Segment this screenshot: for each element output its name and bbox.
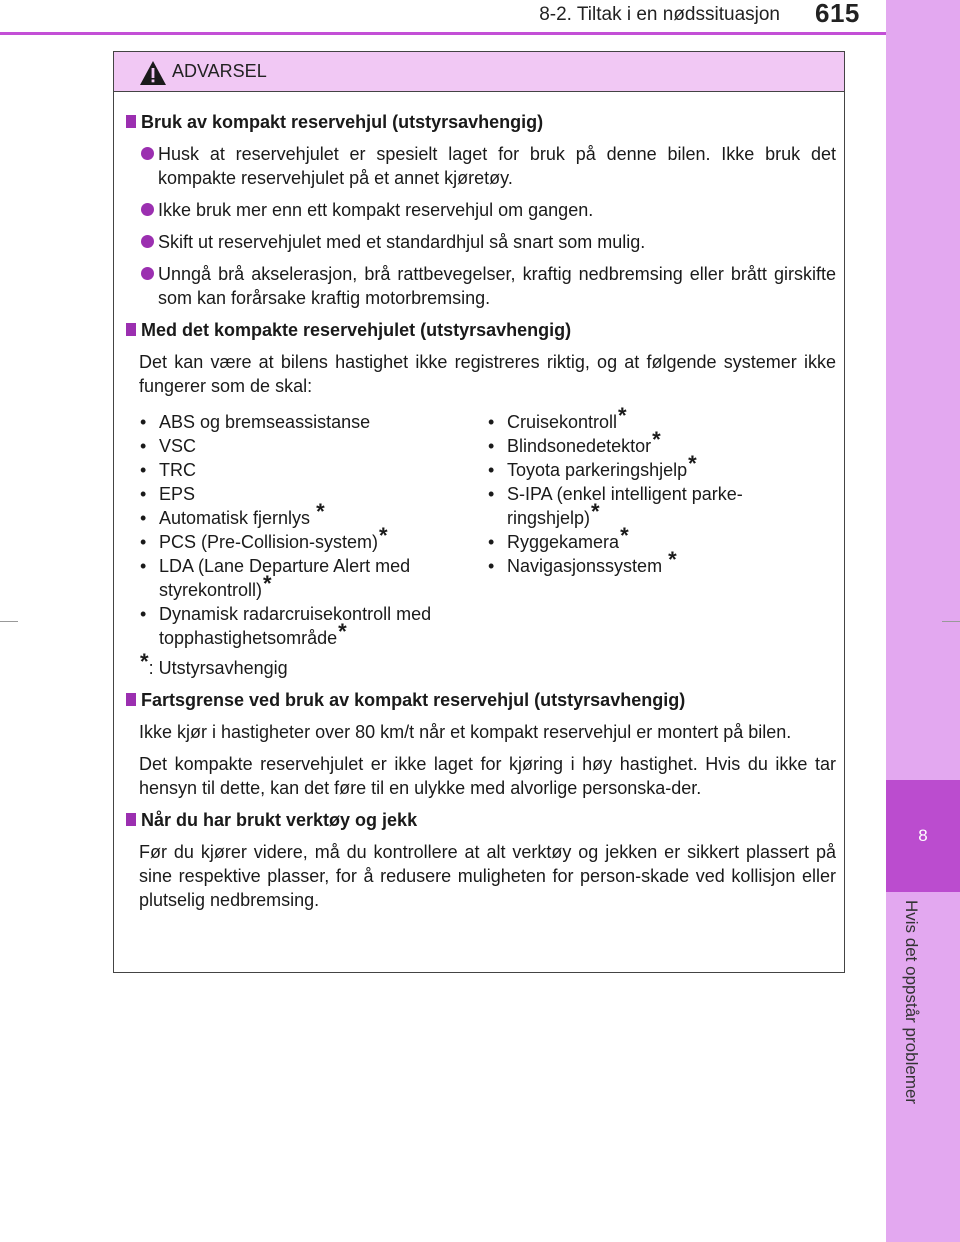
square-bullet-icon bbox=[126, 693, 136, 706]
list-item: • Blindsonedetektor* bbox=[488, 427, 661, 456]
list-item: • ABS og bremseassistanse bbox=[140, 412, 371, 432]
section-heading: Med det kompakte reservehjulet (utstyrsavhengig) bbox=[128, 318, 836, 342]
round-bullet-icon bbox=[141, 203, 154, 216]
list-item: Skift ut reservehjulet med et standardhjul så snart som mulig. bbox=[128, 230, 836, 254]
section-heading: Bruk av kompakt reservehjul (utstyrsavhengig) bbox=[128, 110, 836, 134]
list-item: • Dynamisk radarcruisekontroll med topphastighetsområde* bbox=[140, 604, 432, 648]
round-bullet-icon bbox=[141, 235, 154, 248]
list-item: • Navigasjonssystem * bbox=[488, 547, 677, 576]
paragraph: Det kompakte reservehjulet er ikke laget for kjøring i høy hastighet. Hvis du ikke tar hensyn til dette, kan det føre til en ulykke med alvorlige personska-der. bbox=[139, 754, 836, 798]
chapter-number-tab: 8 bbox=[886, 780, 960, 892]
warning-triangle-icon bbox=[139, 60, 167, 86]
list-item: • EPS bbox=[140, 484, 196, 504]
list-item: • TRC bbox=[140, 460, 196, 480]
crop-mark-left bbox=[0, 621, 18, 622]
paragraph: Før du kjører videre, må du kontrollere at alt verktøy og jekken er sikkert plassert på sine respektive plasser, for å redusere muligheten for person-skade ved kollisjon eller plutselig nedbremsing. bbox=[139, 842, 836, 910]
systems-list-right bbox=[488, 403, 828, 578]
list-item: • LDA (Lane Departure Alert med styrekontroll)* bbox=[140, 556, 411, 600]
list-item: Ikke bruk mer enn ett kompakt reservehjul om gangen. bbox=[128, 198, 836, 222]
warning-content bbox=[128, 110, 836, 920]
list-item: Husk at reservehjulet er spesielt laget for bruk på denne bilen. Ikke bruk det kompakte reservehjulet på et annet kjøretøy. bbox=[128, 142, 836, 190]
footnote: *: Utstyrsavhengig bbox=[140, 649, 288, 678]
list-item: • PCS (Pre-Collision-system)* bbox=[140, 523, 388, 552]
square-bullet-icon bbox=[126, 323, 136, 336]
paragraph: Det kan være at bilens hastighet ikke registreres riktig, og at følgende systemer ikke fungerer som de skal: bbox=[139, 352, 836, 396]
section-heading: Fartsgrense ved bruk av kompakt reservehjul (utstyrsavhengig) bbox=[128, 688, 836, 712]
list-item: Unngå brå akselerasjon, brå rattbevegelser, kraftig nedbremsing eller brått girskifte som kan forårsake kraftig motorbremsing. bbox=[128, 262, 836, 310]
list-item: • Ryggekamera* bbox=[488, 523, 629, 552]
systems-list-left bbox=[140, 410, 470, 650]
list-item: • S-IPA (enkel intelligent parke-ringshjelp)* bbox=[488, 484, 743, 528]
list-item: • Toyota parkeringshjelp* bbox=[488, 451, 697, 480]
warning-label: ADVARSEL bbox=[172, 61, 267, 81]
page-number: 615 bbox=[815, 0, 860, 28]
section-title: 8-2. Tiltak i en nødssituasjon bbox=[539, 4, 780, 25]
warning-header bbox=[114, 52, 844, 92]
warning-box bbox=[113, 51, 845, 973]
round-bullet-icon bbox=[141, 267, 154, 280]
list-item: • Automatisk fjernlys * bbox=[140, 499, 325, 528]
round-bullet-icon bbox=[141, 147, 154, 160]
square-bullet-icon bbox=[126, 115, 136, 128]
chapter-title: Hvis det oppstår problemer bbox=[902, 900, 921, 1105]
systems-list bbox=[128, 403, 836, 650]
header-rule bbox=[0, 32, 886, 35]
section-heading: Når du har brukt verktøy og jekk bbox=[128, 808, 836, 832]
square-bullet-icon bbox=[126, 813, 136, 826]
paragraph: Ikke kjør i hastigheter over 80 km/t når et kompakt reservehjul er montert på bilen. bbox=[139, 722, 792, 742]
list-item: • Cruisekontroll* bbox=[488, 403, 627, 432]
crop-mark-right bbox=[942, 621, 960, 622]
list-item: • VSC bbox=[140, 436, 197, 456]
